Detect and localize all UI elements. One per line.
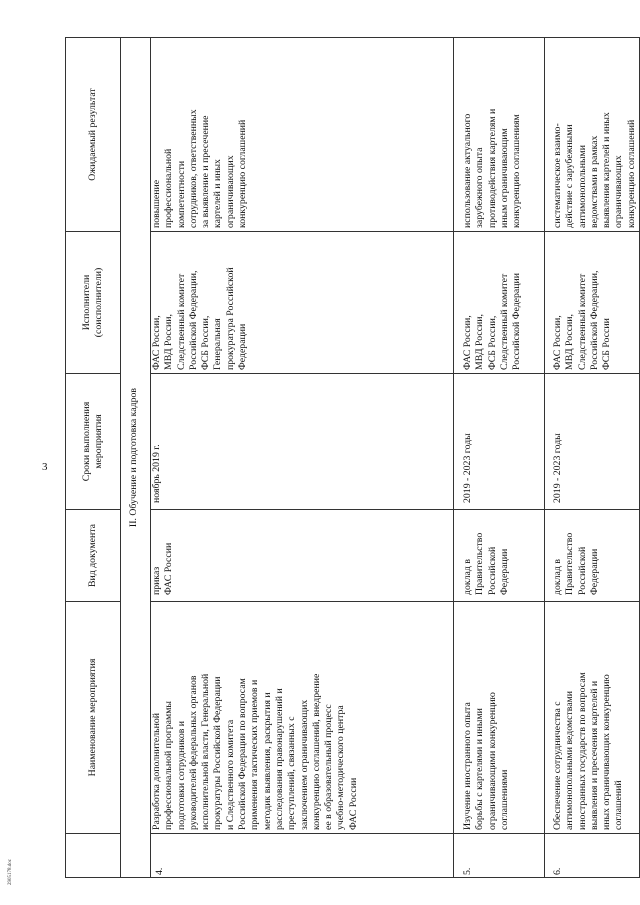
table-row (454, 38, 545, 878)
header-doc-type: Вид документа (66, 510, 121, 602)
footer-filename: 2905178.doc (8, 859, 13, 885)
page-number: 3 (42, 461, 48, 473)
row-result: повышение профессиональной компетентности сотрудников, ответственных за выявление и пресечение картелей и иных ограничивающих конкуренцию соглашений (151, 38, 454, 232)
row-deadline: 2019 - 2023 годы (545, 374, 640, 510)
row-doc-type: доклад в Правительство Российской Федерации (545, 510, 640, 602)
rotated-page-content (65, 38, 637, 878)
header-name: Наименование мероприятия (66, 602, 121, 834)
row-doc-type: приказ ФАС России (151, 510, 454, 602)
row-name: Обеспечение сотрудничества с антимонопольными ведомствами иностранных государств по вопросам выявления и пресечения картелей и иных ограничивающих конкуренцию соглашений (545, 602, 640, 834)
row-number: 6. (545, 834, 640, 878)
table-row (545, 38, 640, 878)
row-deadline: 2019 - 2023 годы (454, 374, 545, 510)
row-result: систематическое взаимо- действие с зарубежными антимонопольными ведомствами в рамках выявления картелей и иных ограничивающих конкуренцию соглашений (545, 38, 640, 232)
header-number (66, 834, 121, 878)
table-row (151, 38, 454, 878)
row-number: 5. (454, 834, 545, 878)
row-deadline: ноябрь 2019 г. (151, 374, 454, 510)
header-result: Ожидаемый результат (66, 38, 121, 232)
header-deadline: Сроки выполнения мероприятия (66, 374, 121, 510)
section-title: II. Обучение и подготовка кадров (121, 38, 145, 878)
row-executors: ФАС России, МВД России, ФСБ России, Следственный комитет Российской Федерации (454, 232, 545, 374)
action-plan-table (65, 37, 640, 878)
row-name: Разработка дополнительной профессиональной программы подготовки сотрудников и руководителей федеральных органов исполнительной власти, Генеральной прокуратуры Российской Федерации и Следственного комитета Российской Федерации по вопросам применения тактических приемов и методик выявления, раскрытия и расследования правонарушений и преступлений, связанных с заключением ограничивающих конкуренцию соглашений, внедрение ее в образовательный процесс учебно-методического центра ФАС России (151, 602, 454, 834)
header-executors: Исполнители (соисполнители) (66, 232, 121, 374)
row-number: 4. (151, 834, 454, 878)
row-executors: ФАС России, МВД России, Следственный комитет Российской Федерации, ФСБ России (545, 232, 640, 374)
row-name: Изучение иностранного опыта борьбы с картелями и иными ограничивающими конкуренцию соглашениями (454, 602, 545, 834)
row-result: использование актуального зарубежного опыта противодействия картелям и иным ограничивающим конкуренцию соглашениям (454, 38, 545, 232)
row-doc-type: доклад в Правительство Российской Федерации (454, 510, 545, 602)
section-row (121, 38, 145, 878)
row-executors: ФАС России, МВД России, Следственный комитет Российской Федерации, ФСБ России, Генеральная прокуратура Российской Федерации (151, 232, 454, 374)
table-header-row (66, 38, 121, 878)
